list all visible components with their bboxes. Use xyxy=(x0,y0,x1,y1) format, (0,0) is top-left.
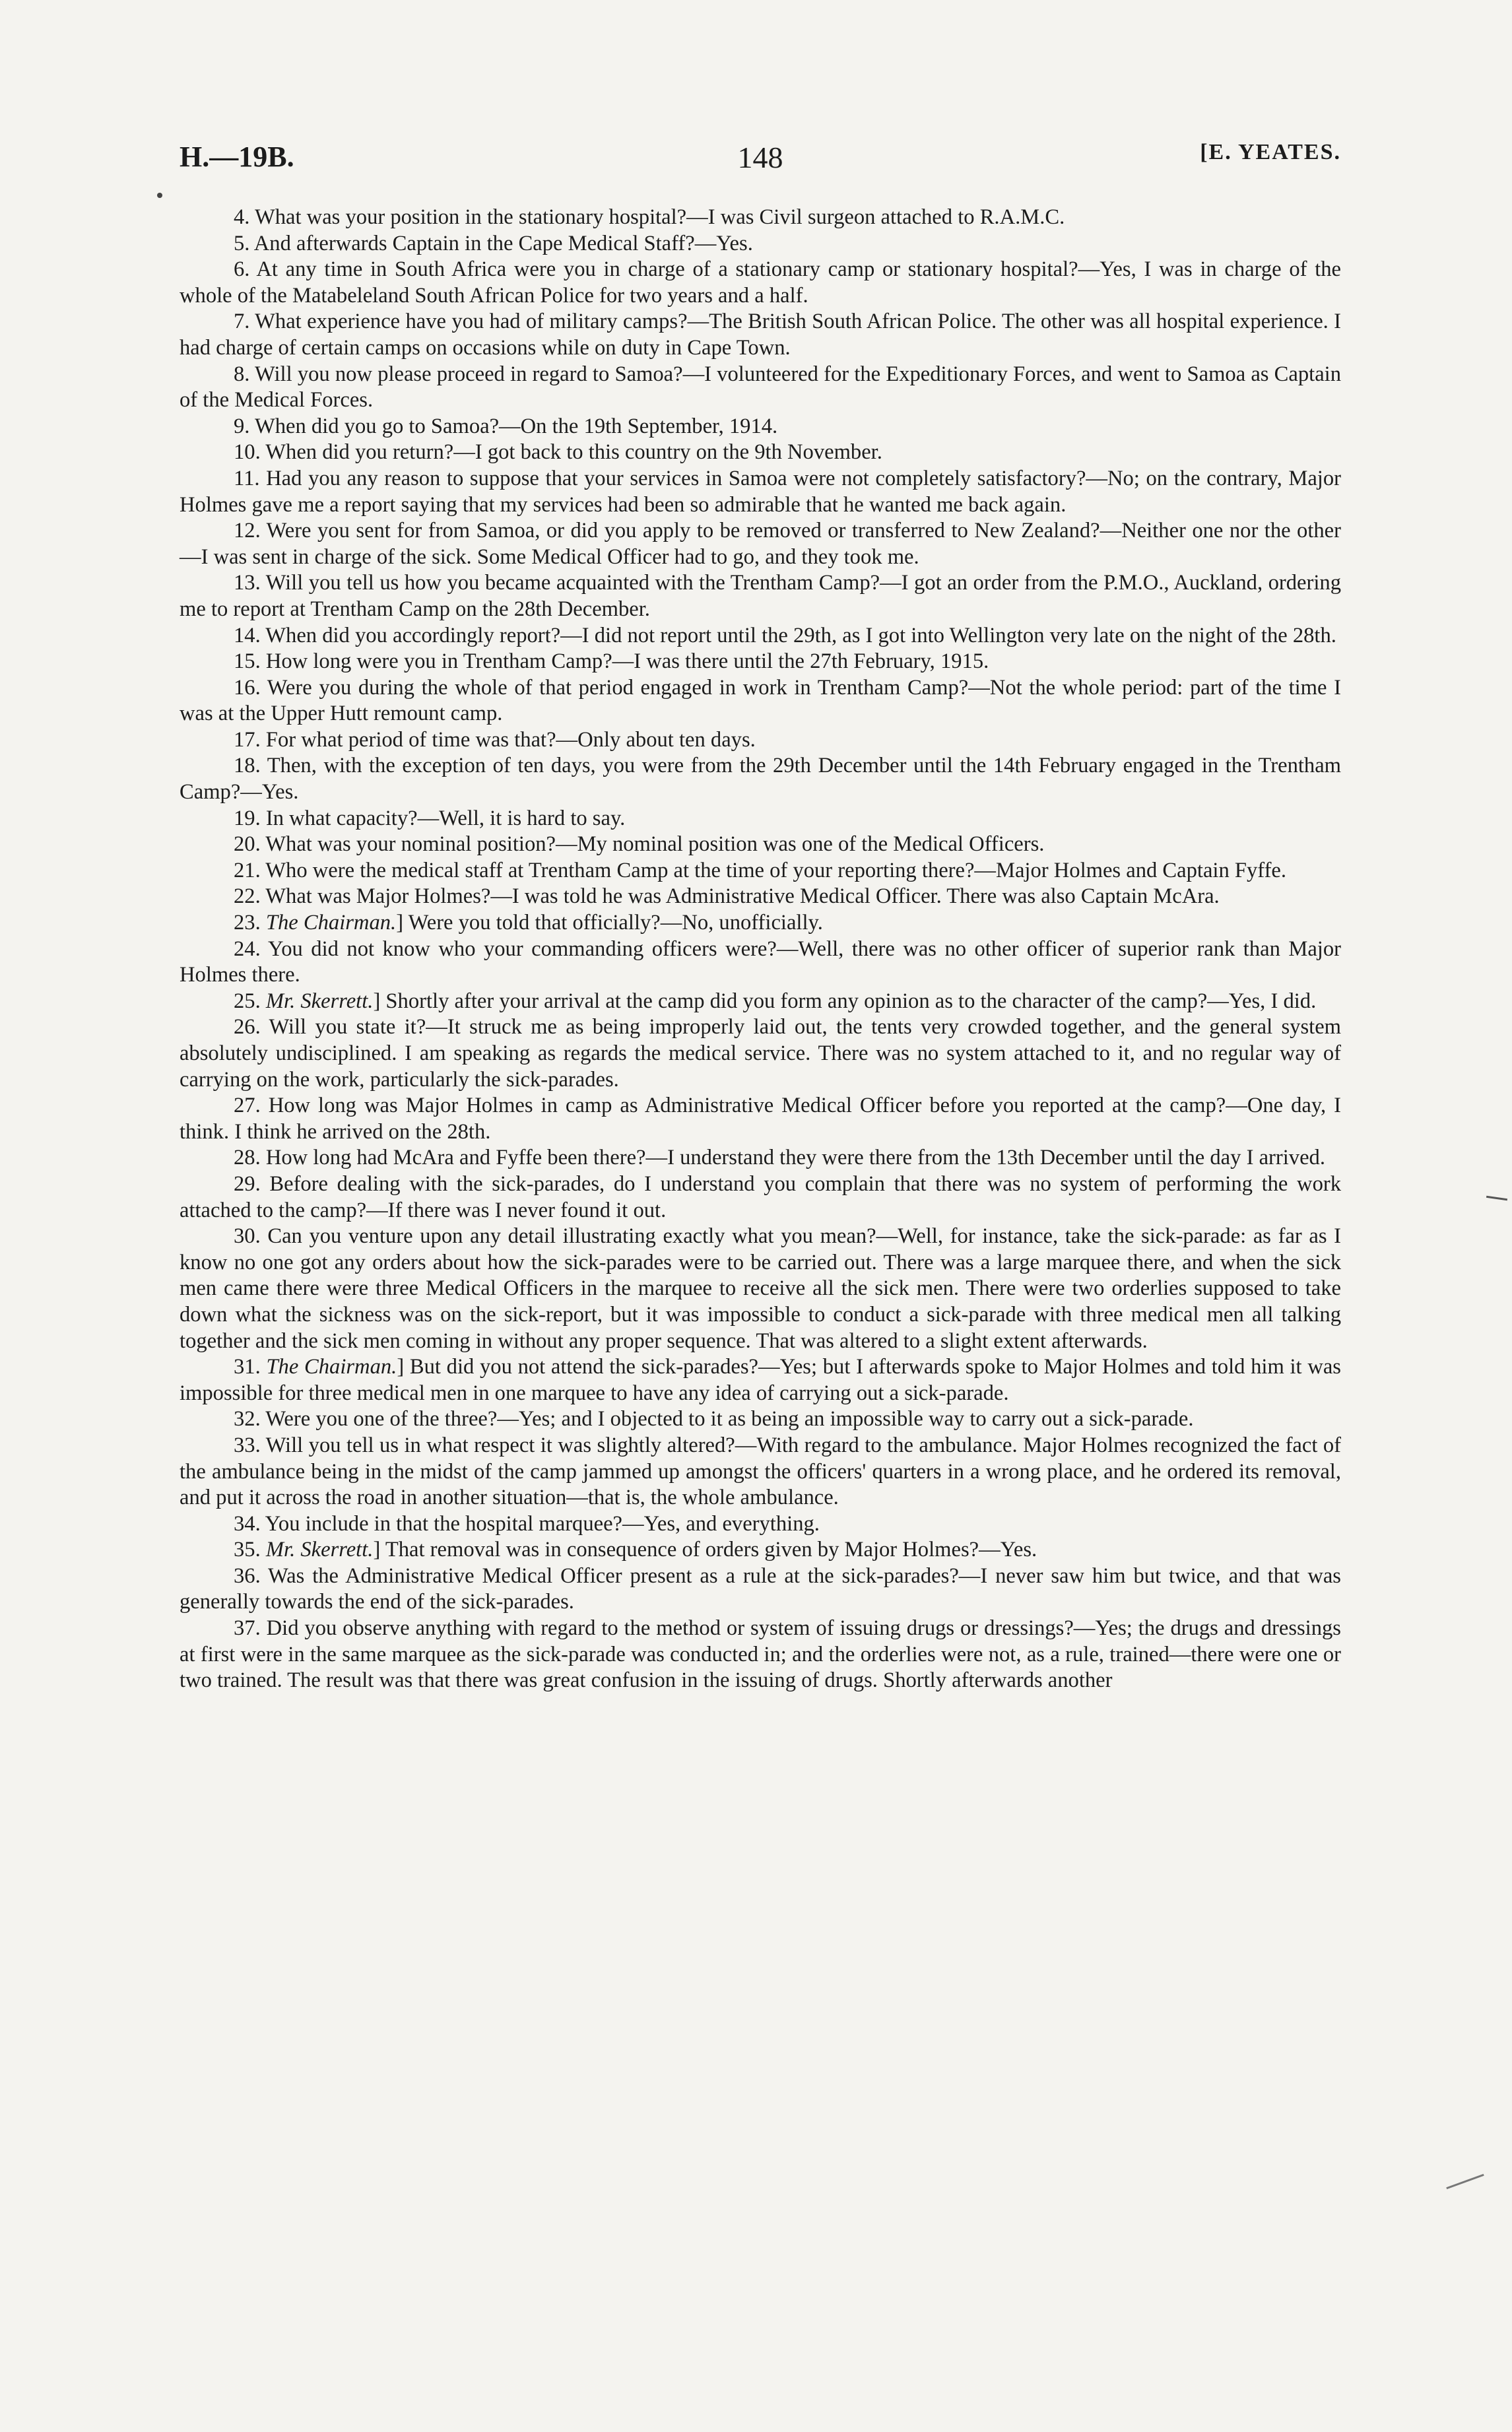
question-answer-paragraph: 21. Who were the medical staff at Trentham Camp at the time of your reporting there?—Major Holmes and Captain Fyffe. xyxy=(234,858,1287,882)
speaker-name: The Chairman. xyxy=(266,1355,397,1379)
page-header xyxy=(180,140,1341,180)
question-answer-paragraph: 7. What experience have you had of military camps?—The British South African Police. The other was all hospital experience. I had charge of certain camps on occasions while on duty in Cape Town. xyxy=(180,310,1341,360)
question-answer-paragraph: 15. How long were you in Trentham Camp?—I was there until the 27th February, 1915. xyxy=(234,649,989,674)
margin-dot xyxy=(157,193,162,198)
question-answer-paragraph: 6. At any time in South Africa were you in charge of a stationary camp or stationary hospital?—Yes, I was in charge of the whole of the Matabeleland South African Police for two years and a half. xyxy=(180,257,1341,308)
speaker-name: Mr. Skerrett. xyxy=(265,1538,374,1562)
question-answer-paragraph: 10. When did you return?—I got back to this country on the 9th November. xyxy=(234,440,882,465)
question-answer-paragraph: 13. Will you tell us how you became acquainted with the Trentham Camp?—I got an order from the P.M.O., Auckland, ordering me to report at Trentham Camp on the 28th December. xyxy=(180,571,1341,621)
question-number: 23. xyxy=(234,911,266,935)
question-answer-paragraph: 12. Were you sent for from Samoa, or did you apply to be removed or transferred to New Zealand?—Neither one nor the other—I was sent in charge of the sick. Some Medical Officer had to go, and they took me. xyxy=(180,519,1341,569)
question-number: 35. xyxy=(234,1538,266,1562)
paragraph-text: ] Shortly after your arrival at the camp did you form any opinion as to the character of the camp?—Yes, I did. xyxy=(373,989,1317,1013)
question-answer-paragraph: 37. Did you observe anything with regard to the method or system of issuing drugs or dressings?—Yes; the drugs and dressings at first were in the same marquee as the sick-parade was conducted in; and the orderlies were not, as a rule, trained—there were one or two trained. The result was that there was great confusion in the issuing of drugs. Shortly afterwards another xyxy=(180,1616,1341,1693)
question-answer-paragraph: 28. How long had McAra and Fyffe been there?—I understand they were there from the 13th December until the day I arrived. xyxy=(234,1146,1325,1170)
question-answer-paragraph: 4. What was your position in the stationary hospital?—I was Civil surgeon attached to R.A.M.C. xyxy=(234,205,1065,229)
question-answer-paragraph: 29. Before dealing with the sick-parades, do I understand you complain that there was no system of performing the work attached to the camp?—If there was I never found it out. xyxy=(180,1171,1341,1222)
question-answer-paragraph: 14. When did you accordingly report?—I did not report until the 29th, as I got into Wellington very late on the night of the 28th. xyxy=(234,623,1336,647)
paragraph-text: ] That removal was in consequence of orders given by Major Holmes?—Yes. xyxy=(373,1538,1037,1562)
question-answer-paragraph: 27. How long was Major Holmes in camp as Administrative Medical Officer before you reported at the camp?—One day, I think. I think he arrived on the 28th. xyxy=(180,1094,1341,1144)
testimony-text xyxy=(180,205,1341,1694)
question-answer-paragraph: 8. Will you now please proceed in regard to Samoa?—I volunteered for the Expeditionary Forces, and went to Samoa as Captain of the Medical Forces. xyxy=(180,362,1341,412)
question-answer-paragraph: 5. And afterwards Captain in the Cape Medical Staff?—Yes. xyxy=(234,231,753,255)
question-answer-paragraph: 17. For what period of time was that?—Only about ten days. xyxy=(234,727,756,752)
question-answer-paragraph xyxy=(180,989,1341,1015)
margin-mark xyxy=(1446,2174,1484,2189)
question-answer-paragraph xyxy=(180,910,1341,937)
question-answer-paragraph: 22. What was Major Holmes?—I was told he was Administrative Medical Officer. There was also Captain McAra. xyxy=(234,884,1220,909)
question-answer-paragraph: 30. Can you venture upon any detail illustrating exactly what you mean?—Well, for instance, take the sick-parade: as far as I know no one got any orders about how the sick-parades were to be carried out. There was a large marquee there, and when the sick men came there were three Medical Officers in the marquee to receive all the sick men. There were two orderlies supposed to take down what the sickness was on the sick-report, but it was impossible to conduct a sick-parade with three medical men all talking together and the sick men coming in without any proper sequence. That was altered to a slight extent afterwards. xyxy=(180,1224,1341,1353)
speaker-name: The Chairman. xyxy=(265,911,397,935)
question-answer-paragraph xyxy=(180,1537,1341,1563)
report-reference: H.—19B. xyxy=(180,141,294,173)
witness-name: [E. YEATES. xyxy=(1200,140,1341,164)
question-answer-paragraph: 32. Were you one of the three?—Yes; and I objected to it as being an impossible way to carry out a sick-parade. xyxy=(234,1407,1194,1431)
question-answer-paragraph: 11. Had you any reason to suppose that your services in Samoa were not completely satisfactory?—No; on the contrary, Major Holmes gave me a report saying that my services had been so admirable that he wanted me back again. xyxy=(180,466,1341,517)
question-answer-paragraph: 36. Was the Administrative Medical Officer present as a rule at the sick-parades?—I never saw him but twice, and that was generally towards the end of the sick-parades. xyxy=(180,1563,1341,1614)
paragraph-text: ] But did you not attend the sick-parades?—Yes; but I afterwards spoke to Major Holmes and told him it was impossible for three medical men in one marquee to have any idea of carrying out a sick-parade. xyxy=(180,1355,1341,1405)
question-answer-paragraph: 24. You did not know who your commanding officers were?—Well, there was no other officer of superior rank than Major Holmes there. xyxy=(180,937,1341,987)
speaker-name: Mr. Skerrett. xyxy=(265,989,374,1013)
question-answer-paragraph: 33. Will you tell us in what respect it was slightly altered?—With regard to the ambulance. Major Holmes recognized the fact of the ambulance being in the midst of the camp jammed up amongst the officers' quarters in a wrong place, and he ordered its removal, and put it across the road in another situation—that is, the whole ambulance. xyxy=(180,1433,1341,1510)
question-number: 25. xyxy=(234,989,266,1013)
paragraph-text: ] Were you told that officially?—No, unofficially. xyxy=(396,911,823,935)
question-answer-paragraph: 18. Then, with the exception of ten days, you were from the 29th December until the 14th February engaged in the Trentham Camp?—Yes. xyxy=(180,754,1341,805)
question-answer-paragraph: 19. In what capacity?—Well, it is hard to say. xyxy=(234,806,626,830)
question-answer-paragraph xyxy=(180,1354,1341,1406)
question-answer-paragraph: 26. Will you state it?—It struck me as being improperly laid out, the tents very crowded together, and the general system absolutely undisciplined. I am speaking as regards the medical service. There was no system attached to it, and no regular way of carrying on the work, particularly the sick-parades. xyxy=(180,1015,1341,1092)
question-answer-paragraph: 20. What was your nominal position?—My nominal position was one of the Medical Officers. xyxy=(234,832,1045,857)
question-number: 31. xyxy=(234,1355,267,1379)
question-answer-paragraph: 16. Were you during the whole of that period engaged in work in Trentham Camp?—Not the whole period: part of the time I was at the Upper Hutt remount camp. xyxy=(180,675,1341,726)
page-number: 148 xyxy=(737,141,783,174)
question-answer-paragraph: 34. You include in that the hospital marquee?—Yes, and everything. xyxy=(234,1511,820,1536)
question-answer-paragraph: 9. When did you go to Samoa?—On the 19th September, 1914. xyxy=(234,414,778,438)
margin-mark xyxy=(1486,1196,1507,1200)
